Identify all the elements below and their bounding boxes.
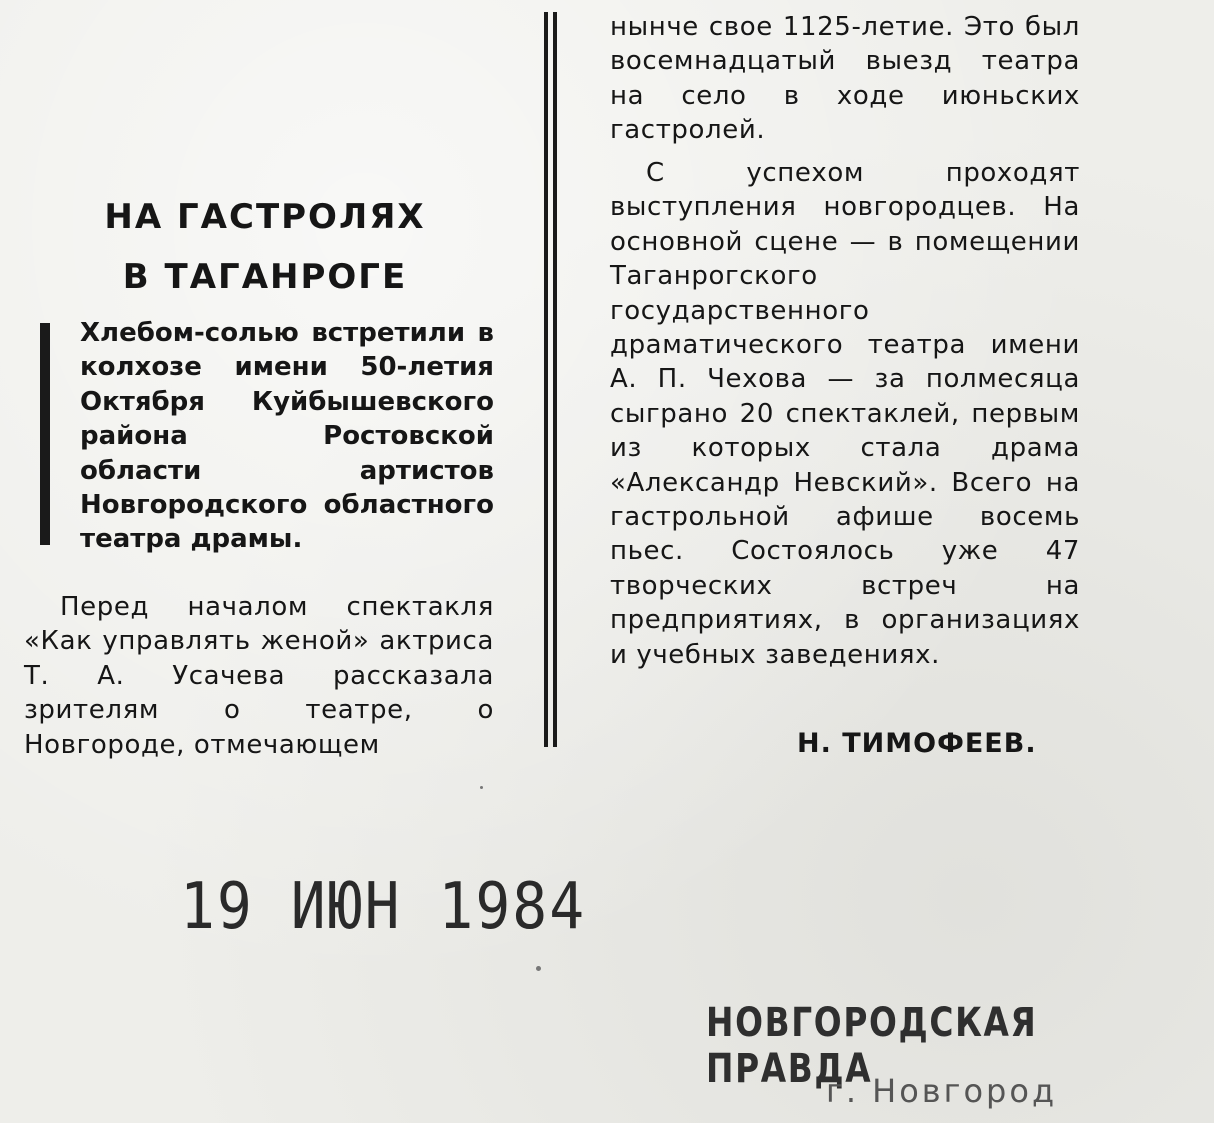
lead-paragraph: Хлебом-солью встретили в колхозе имени 50-летия Октября Куйбышевского района Ростовской области артистов Новгородского областного театра драмы. — [80, 318, 494, 555]
column-divider-right — [553, 12, 557, 747]
body-paragraph-left — [24, 590, 494, 762]
city-stamp: г. Новгород — [826, 1072, 1058, 1110]
column-divider-left — [544, 12, 548, 747]
author-signature: Н. ТИМОФЕЕВ. — [797, 728, 1037, 759]
newspaper-name-stamp: НОВГОРОДСКАЯ ПРАВДА — [706, 1000, 1038, 1092]
headline-line-1: НА ГАСТРОЛЯХ — [104, 197, 426, 237]
body-paragraph-right-2-text: С успехом проходят выступления новгородцев. На основной сцене — в помещении Таганрогского государственного драматического театра имени А. П. Чехова — за полмесяца сыграно 20 спектаклей, первым из которых стала драма «Александр Невский». Всего на гастрольной афише восемь пьес. Состоялось уже 47 творческих встреч на предприятиях, в организациях и учебных заведениях. — [610, 158, 1080, 670]
ink-speck — [536, 966, 541, 971]
body-paragraph-left-text: Перед началом спектакля «Как управлять женой» актриса Т. А. Усачева рассказала зрителям о театре, о Новгороде, отмечающем — [24, 592, 494, 760]
ink-speck — [480, 786, 483, 789]
body-paragraph-right-1: нынче свое 1125-летие. Это был восемнадцатый выезд театра на село в ходе июньских гастролей. — [610, 12, 1080, 146]
date-stamp: 19 ИЮН 1984 — [180, 868, 587, 944]
headline-line-2: В ТАГАНРОГЕ — [122, 257, 408, 297]
body-paragraph-right-2 — [610, 156, 1080, 672]
lead-marker-bar — [40, 323, 50, 545]
